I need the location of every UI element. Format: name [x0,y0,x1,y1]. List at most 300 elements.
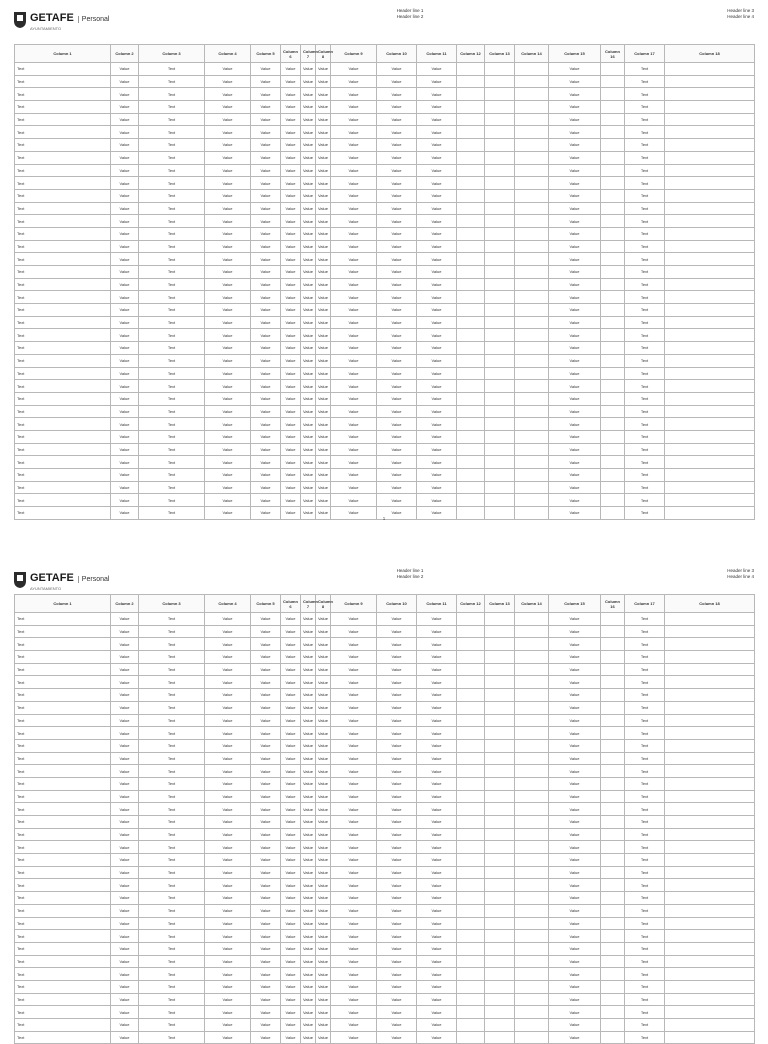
table-cell: Value [205,803,251,816]
table-cell: Value [111,342,139,355]
table-cell: Value [205,430,251,443]
table-row [15,841,755,854]
table-cell [485,126,515,139]
table-cell: Value [377,354,417,367]
table-cell: Text [139,904,205,917]
table-cell: Value [301,701,316,714]
table-cell: Value [205,151,251,164]
table-cell: Value [301,304,316,317]
table-cell: Value [301,101,316,114]
table-cell: Text [15,443,111,456]
table-cell [515,968,549,981]
table-cell: Value [377,469,417,482]
table-cell: Value [377,879,417,892]
table-cell [457,430,485,443]
table-cell: Value [251,689,281,702]
table-cell [665,866,755,879]
table-cell [457,701,485,714]
table-cell [515,701,549,714]
table-cell: Text [625,663,665,676]
table-row [15,342,755,355]
table-cell [601,714,625,727]
column-header: Column 1 [15,45,111,63]
table-cell: Text [625,304,665,317]
table-cell: Text [625,765,665,778]
table-cell: Value [301,63,316,76]
table-cell: Text [625,177,665,190]
table-cell: Value [301,841,316,854]
table-cell: Value [377,841,417,854]
table-cell [457,879,485,892]
table-cell: Value [377,1031,417,1044]
table-row [15,101,755,114]
table-cell [485,189,515,202]
table-cell: Text [625,739,665,752]
table-cell: Text [625,494,665,507]
table-cell [601,917,625,930]
table-cell: Value [331,942,377,955]
table-cell: Value [377,942,417,955]
table-cell: Text [15,727,111,740]
table-cell: Value [281,613,301,626]
table-cell: Value [417,904,457,917]
table-cell: Value [281,663,301,676]
table-cell [601,139,625,152]
table-cell: Value [377,494,417,507]
table-cell [485,942,515,955]
table-cell: Value [549,316,601,329]
table-cell: Value [111,638,139,651]
table-cell [665,638,755,651]
table-cell [601,367,625,380]
coat-of-arms-icon [13,11,27,29]
table-cell: Value [549,828,601,841]
table-cell: Text [625,291,665,304]
table-cell: Value [417,917,457,930]
table-cell: Value [281,253,301,266]
table-cell: Value [251,63,281,76]
table-cell [665,777,755,790]
table-cell: Value [281,392,301,405]
table-cell [457,917,485,930]
table-cell: Value [251,291,281,304]
table-cell: Value [417,955,457,968]
table-cell [601,841,625,854]
table-cell: Value [331,714,377,727]
table-cell: Value [301,507,316,520]
table-cell [515,841,549,854]
table-cell [515,828,549,841]
table-row [15,866,755,879]
table-cell [601,663,625,676]
table-cell: Value [281,980,301,993]
table-cell: Value [251,930,281,943]
table-cell: Value [417,765,457,778]
table-cell: Text [139,752,205,765]
table-cell [485,113,515,126]
table-cell: Value [111,304,139,317]
table-cell: Value [281,291,301,304]
table-cell: Value [301,942,316,955]
table-cell: Value [251,316,281,329]
table-cell [457,88,485,101]
table-cell: Value [111,456,139,469]
table-cell [485,418,515,431]
table-cell: Text [15,75,111,88]
table-cell: Text [625,625,665,638]
table-cell [515,676,549,689]
table-cell: Value [549,240,601,253]
table-cell [457,803,485,816]
table-cell: Value [301,405,316,418]
table-cell [665,405,755,418]
table-cell [485,904,515,917]
table-cell: Value [301,189,316,202]
table-cell: Value [301,917,316,930]
header-center-line2: Header line 2 [396,14,424,19]
table-cell: Value [281,689,301,702]
table-cell: Text [139,316,205,329]
table-cell: Value [377,816,417,829]
table-cell: Text [625,418,665,431]
table-cell [457,291,485,304]
table-row [15,380,755,393]
table-cell: Value [549,968,601,981]
table-cell: Value [301,418,316,431]
table-cell: Text [15,456,111,469]
table-cell [665,790,755,803]
table-cell: Value [251,405,281,418]
column-header: Column 12 [457,595,485,613]
table-cell: Value [205,613,251,626]
table-cell: Value [301,663,316,676]
table-cell [665,494,755,507]
table-cell: Text [625,126,665,139]
table-cell: Value [331,342,377,355]
table-cell: Value [417,968,457,981]
table-cell [485,329,515,342]
table-cell: Value [377,481,417,494]
table-cell [665,75,755,88]
table-cell: Value [316,714,331,727]
table-cell [601,816,625,829]
table-cell: Value [377,930,417,943]
table-cell: Text [15,917,111,930]
table-cell [485,980,515,993]
table-cell: Value [417,240,457,253]
table-cell: Text [15,701,111,714]
table-cell [457,1019,485,1032]
table-row [15,316,755,329]
table-cell: Value [251,278,281,291]
table-cell: Text [625,507,665,520]
table-cell: Value [111,189,139,202]
table-cell [515,1006,549,1019]
table-cell: Value [205,955,251,968]
table-cell: Value [205,816,251,829]
table-cell: Text [15,253,111,266]
table-cell: Value [417,380,457,393]
table-cell: Text [139,189,205,202]
table-header [15,595,755,613]
table-cell: Value [301,1006,316,1019]
table-cell: Value [316,443,331,456]
table-cell: Value [417,625,457,638]
table-row [15,765,755,778]
table-cell: Value [111,278,139,291]
table-cell: Value [301,329,316,342]
table-cell [665,380,755,393]
table-cell [665,189,755,202]
table-cell: Value [111,879,139,892]
table-cell: Value [281,638,301,651]
table-cell: Value [417,342,457,355]
table-cell [485,227,515,240]
table-cell: Text [625,854,665,867]
table-cell: Value [301,777,316,790]
table-cell: Value [111,240,139,253]
table-cell: Value [549,329,601,342]
table-cell: Value [549,993,601,1006]
table-cell: Value [331,126,377,139]
column-header: Column 4 [205,595,251,613]
table-cell: Value [281,481,301,494]
table-cell: Value [316,689,331,702]
table-cell [457,1031,485,1044]
table-cell: Text [625,866,665,879]
table-cell: Text [139,291,205,304]
table-cell: Value [417,354,457,367]
table-cell: Text [625,278,665,291]
table-cell: Value [205,930,251,943]
table-cell [485,253,515,266]
table-cell: Text [139,469,205,482]
table-cell [515,253,549,266]
table-cell: Value [377,278,417,291]
table-cell: Value [251,942,281,955]
table-cell: Value [417,392,457,405]
table-cell: Value [549,443,601,456]
column-header: Column 10 [377,45,417,63]
table-cell: Text [625,1006,665,1019]
table-cell [485,892,515,905]
column-header: Column 6 [281,45,301,63]
table-cell [665,676,755,689]
table-row [15,816,755,829]
table-cell [457,392,485,405]
table-cell [457,689,485,702]
table-cell: Value [281,676,301,689]
table-cell [665,278,755,291]
table-cell [485,663,515,676]
table-cell: Value [316,1006,331,1019]
table-cell [665,828,755,841]
table-cell: Text [139,917,205,930]
table-row [15,1006,755,1019]
table-cell: Value [205,405,251,418]
table-cell [601,613,625,626]
table-cell [485,456,515,469]
table-cell: Value [281,469,301,482]
table-cell: Value [331,980,377,993]
table-cell [515,405,549,418]
table-cell: Value [549,126,601,139]
table-cell: Text [625,63,665,76]
table-cell: Value [417,481,457,494]
table-cell: Text [15,469,111,482]
table-cell: Value [316,777,331,790]
table-cell: Value [331,443,377,456]
table-cell: Value [331,892,377,905]
table-cell: Text [139,980,205,993]
table-row [15,253,755,266]
table-cell [485,392,515,405]
table-cell: Value [281,1019,301,1032]
table-cell: Value [251,481,281,494]
table-cell [601,993,625,1006]
table-cell [485,714,515,727]
table-cell: Text [15,828,111,841]
table-cell: Value [281,828,301,841]
table-row [15,714,755,727]
table-cell [665,625,755,638]
table-cell [515,443,549,456]
table-cell [485,316,515,329]
table-cell: Value [417,892,457,905]
table-cell: Value [549,727,601,740]
table-cell: Text [139,663,205,676]
table-cell: Value [549,227,601,240]
table-cell [665,354,755,367]
table-cell: Value [205,291,251,304]
table-cell: Value [316,469,331,482]
table-cell: Value [281,342,301,355]
table-cell: Value [281,354,301,367]
table-cell: Value [205,215,251,228]
table-row [15,88,755,101]
table-cell [515,481,549,494]
table-cell: Value [417,139,457,152]
table-cell: Text [139,329,205,342]
table-cell: Value [331,88,377,101]
table-cell: Value [281,765,301,778]
table-cell: Value [251,1031,281,1044]
table-cell [601,968,625,981]
table-cell [515,942,549,955]
table-cell: Value [377,329,417,342]
table-cell: Value [251,1019,281,1032]
table-cell [665,342,755,355]
table-cell: Value [331,380,377,393]
table-cell: Text [15,879,111,892]
table-cell: Text [139,101,205,114]
table-cell: Value [316,316,331,329]
table-cell [457,638,485,651]
table-cell: Value [549,955,601,968]
table-cell: Text [139,63,205,76]
table-cell [601,227,625,240]
table-cell: Text [139,266,205,279]
table-cell [485,469,515,482]
table-cell: Value [301,765,316,778]
table-row [15,917,755,930]
table-cell: Value [111,841,139,854]
table-row [15,854,755,867]
table-cell: Value [251,215,281,228]
table-cell: Value [205,278,251,291]
table-cell [457,380,485,393]
table-cell: Value [377,714,417,727]
table-cell: Value [549,75,601,88]
table-cell [515,139,549,152]
column-header: Column 13 [485,45,515,63]
table-cell: Value [281,139,301,152]
table-cell: Value [111,765,139,778]
getafe-logo [13,568,109,591]
table-row [15,942,755,955]
table-cell: Text [139,816,205,829]
table-cell: Value [301,494,316,507]
table-cell: Value [251,507,281,520]
table-cell: Value [301,803,316,816]
table-cell [457,202,485,215]
table-cell: Value [331,676,377,689]
table-cell: Value [331,291,377,304]
table-cell: Text [15,613,111,626]
table-cell: Text [625,469,665,482]
table-cell [601,1019,625,1032]
table-cell: Value [281,164,301,177]
table-cell [485,689,515,702]
table-cell: Value [205,392,251,405]
table-cell: Value [281,380,301,393]
table-cell: Value [251,494,281,507]
table-cell [601,469,625,482]
table-cell [601,113,625,126]
table-cell: Text [15,714,111,727]
table-cell: Value [251,101,281,114]
table-cell [601,380,625,393]
table-cell [485,177,515,190]
table-cell: Value [331,430,377,443]
table-cell: Value [316,291,331,304]
table-cell [515,714,549,727]
table-cell: Value [205,625,251,638]
table-cell: Text [625,638,665,651]
table-cell: Value [281,625,301,638]
table-cell [457,139,485,152]
table-cell: Value [301,253,316,266]
table-cell: Value [377,955,417,968]
table-cell: Value [316,342,331,355]
table-cell: Text [625,968,665,981]
table-cell: Value [331,101,377,114]
table-cell: Value [377,1006,417,1019]
table-cell [515,904,549,917]
table-cell: Value [316,101,331,114]
table-cell: Text [15,904,111,917]
table-cell [485,151,515,164]
table-cell: Value [549,291,601,304]
table-cell [515,202,549,215]
table-cell [457,816,485,829]
table-cell [601,316,625,329]
table-cell [515,917,549,930]
table-cell [515,240,549,253]
table-row [15,215,755,228]
table-cell: Value [377,164,417,177]
table-cell: Value [377,765,417,778]
